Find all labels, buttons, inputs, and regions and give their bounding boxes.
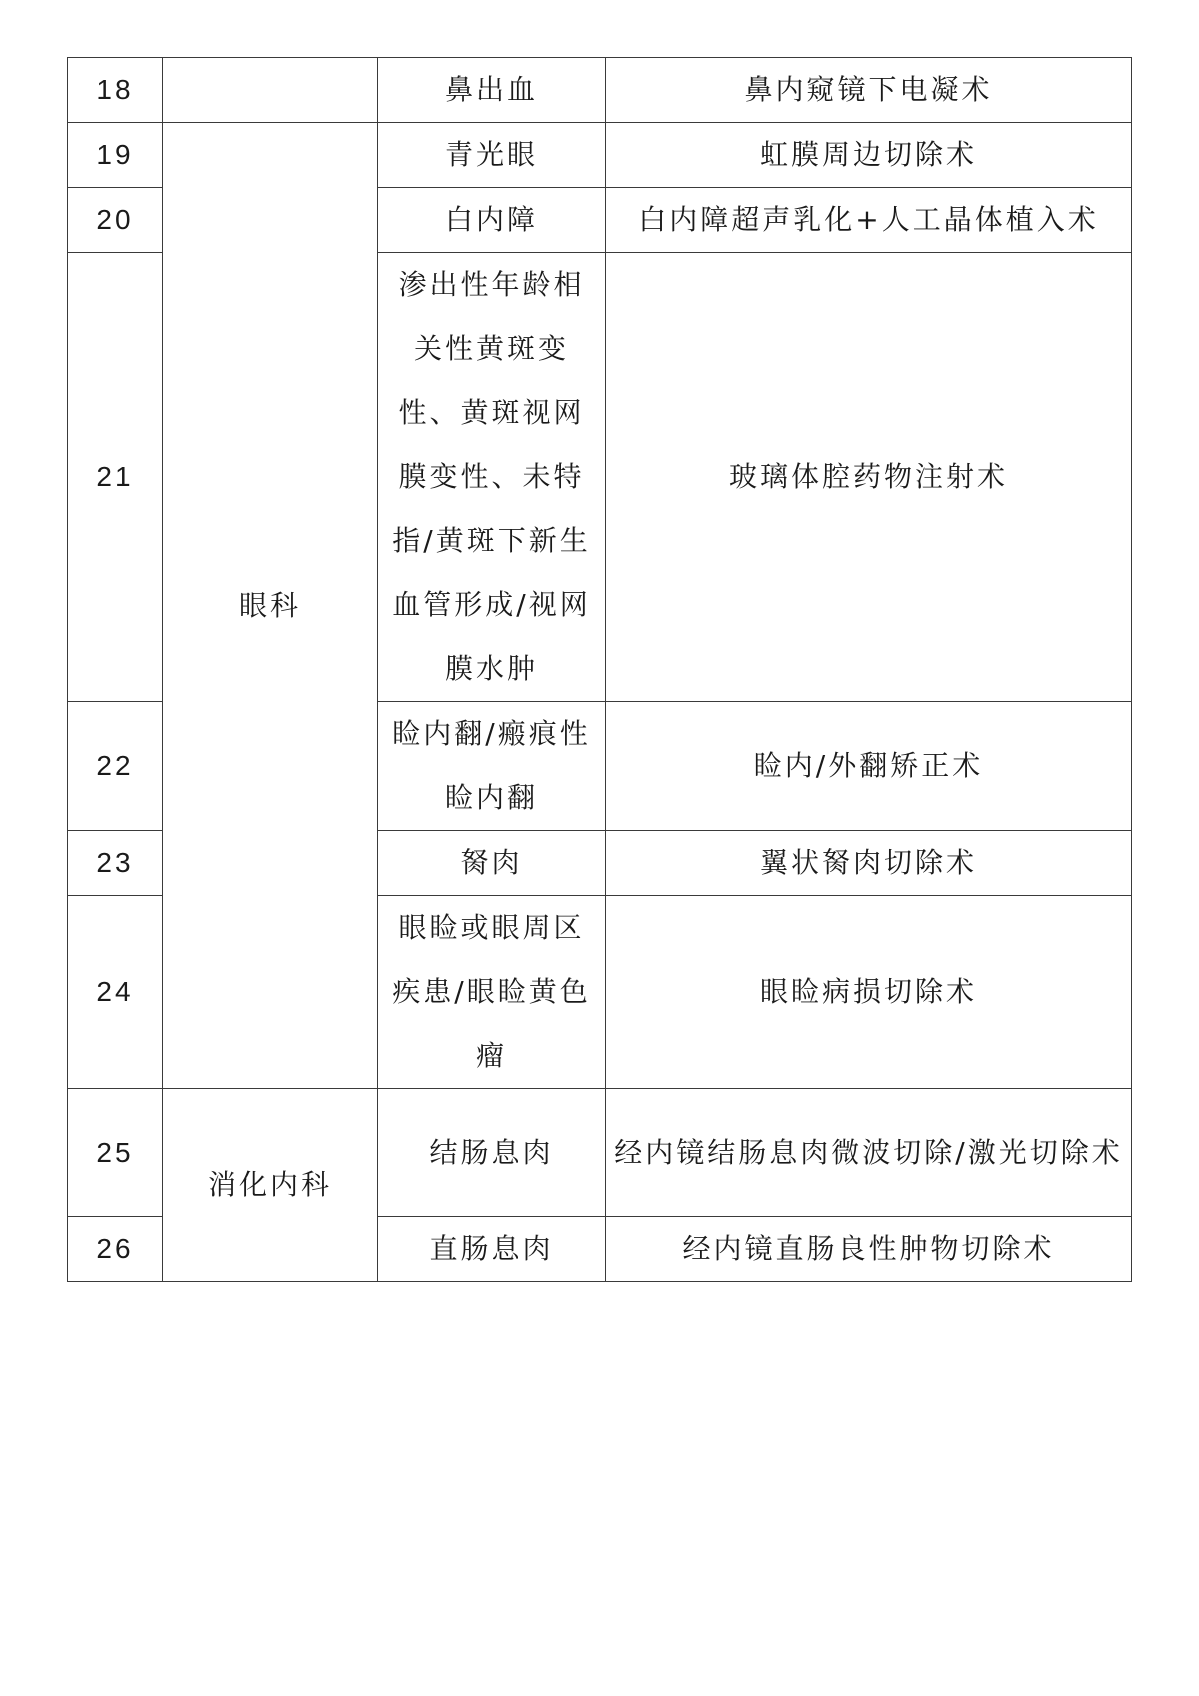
table-row: [68, 123, 1132, 188]
department-cell: [163, 58, 378, 123]
disease-cell: 鼻出血: [378, 58, 606, 123]
disease-text: 睑内翻/瘢痕性睑内翻: [392, 717, 591, 814]
table-row: [68, 1089, 1132, 1217]
procedure-cell: 虹膜周边切除术: [606, 123, 1132, 188]
disease-cell: [378, 253, 606, 702]
procedure-text: 经内镜结肠息肉微波切除/激光切除术: [614, 1135, 1123, 1169]
procedure-cell: 睑内/外翻矫正术: [606, 702, 1132, 831]
procedure-table: [67, 57, 1132, 1282]
disease-text: 渗出性年龄相关性黄斑变性、黄斑视网膜变性、未特指/黄斑下新生血管形成/视网膜水肿: [392, 268, 591, 685]
disease-cell: 青光眼: [378, 123, 606, 188]
procedure-cell: 鼻内窥镜下电凝术: [606, 58, 1132, 123]
row-number: 19: [68, 123, 163, 188]
row-number: 21: [68, 253, 163, 702]
row-number: 22: [68, 702, 163, 831]
disease-cell: 白内障: [378, 188, 606, 253]
disease-cell: [378, 702, 606, 831]
procedure-cell: 玻璃体腔药物注射术: [606, 253, 1132, 702]
procedure-cell: 经内镜直肠良性肿物切除术: [606, 1217, 1132, 1282]
row-number: 18: [68, 58, 163, 123]
disease-cell: [378, 896, 606, 1089]
table-row: [68, 58, 1132, 123]
procedure-cell: 翼状胬肉切除术: [606, 831, 1132, 896]
row-number: 24: [68, 896, 163, 1089]
department-cell: 眼科: [163, 123, 378, 1089]
row-number: 25: [68, 1089, 163, 1217]
department-cell: 消化内科: [163, 1089, 378, 1282]
procedure-cell: [606, 1089, 1132, 1217]
disease-cell: 直肠息肉: [378, 1217, 606, 1282]
procedure-cell: 眼睑病损切除术: [606, 896, 1132, 1089]
disease-cell: 结肠息肉: [378, 1089, 606, 1217]
row-number: 20: [68, 188, 163, 253]
procedure-cell: 白内障超声乳化+人工晶体植入术: [606, 188, 1132, 253]
row-number: 26: [68, 1217, 163, 1282]
disease-text: 眼睑或眼周区疾患/眼睑黄色瘤: [392, 911, 591, 1072]
disease-cell: 胬肉: [378, 831, 606, 896]
row-number: 23: [68, 831, 163, 896]
